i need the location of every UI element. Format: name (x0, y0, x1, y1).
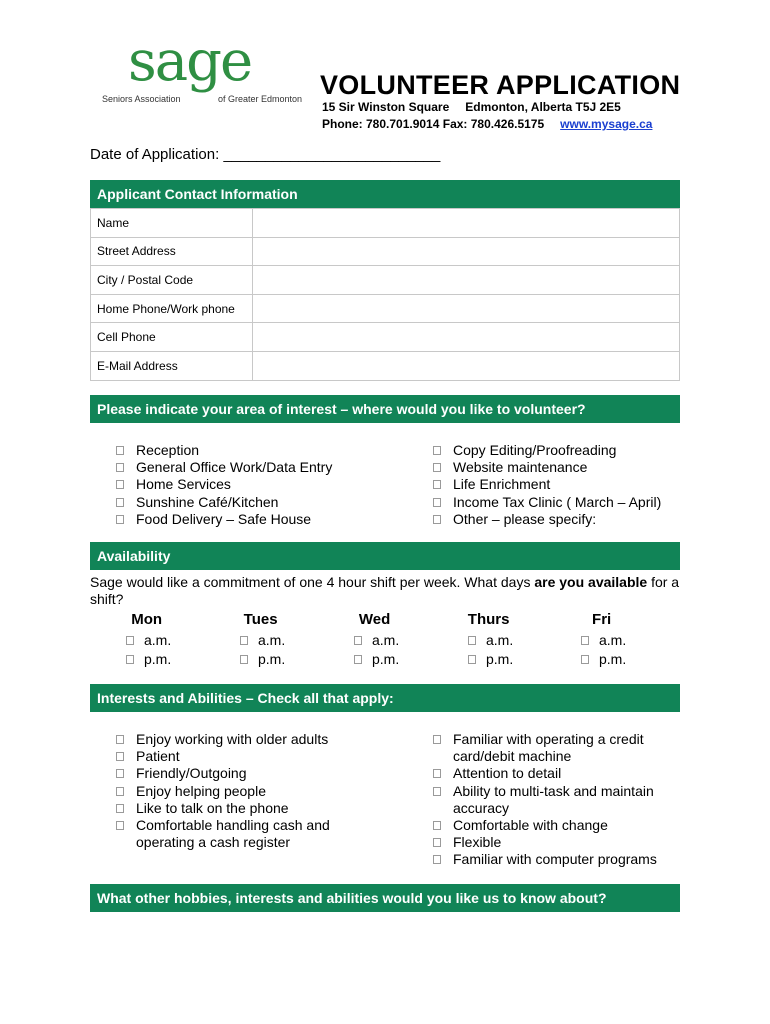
checkbox[interactable] (433, 463, 441, 472)
ability-option-item (116, 800, 346, 817)
checkbox[interactable] (433, 498, 441, 507)
checkbox[interactable] (433, 480, 441, 489)
checkbox[interactable] (240, 636, 248, 645)
interest-option-label: Food Delivery – Safe House (136, 510, 312, 527)
availability-section-heading: Availability (90, 542, 680, 570)
checkbox[interactable] (116, 769, 124, 778)
interest-option-label: Sunshine Café/Kitchen (136, 493, 279, 510)
contact-field-input[interactable] (253, 294, 680, 323)
ability-option-label: Comfortable handling cash and operating a cash register (136, 817, 330, 851)
address-line (322, 100, 621, 114)
day-column (577, 611, 626, 669)
interest-option-item (116, 442, 416, 459)
checkbox[interactable] (433, 821, 441, 830)
logo-subtitle-left: Seniors Association (102, 94, 181, 104)
ability-option-item (433, 851, 673, 868)
contact-row (91, 237, 680, 266)
availability-text-start: Sage would like a commitment of one 4 hour shift per week. What days (90, 574, 535, 590)
contact-row (91, 351, 680, 380)
checkbox[interactable] (433, 787, 441, 796)
slot-label: p.m. (144, 651, 172, 667)
date-blank-field[interactable]: __________________________ (223, 146, 441, 163)
ability-option-label: Flexible (453, 834, 502, 851)
interest-option-item (433, 459, 683, 476)
contact-field-input[interactable] (253, 266, 680, 295)
checkbox[interactable] (116, 735, 124, 744)
contact-line (322, 117, 652, 131)
slot-label: a.m. (599, 632, 627, 648)
slot-label: p.m. (486, 651, 514, 667)
day-heading: Fri (592, 611, 612, 628)
interest-option-item (433, 511, 683, 528)
checkbox[interactable] (116, 480, 124, 489)
contact-field-label: City / Postal Code (91, 266, 253, 295)
checkbox[interactable] (240, 655, 248, 664)
checkbox[interactable] (116, 804, 124, 813)
contact-section-heading: Applicant Contact Information (90, 180, 680, 208)
ability-option-item (116, 748, 346, 765)
contact-row (91, 294, 680, 323)
ability-option-label: Friendly/Outgoing (136, 765, 247, 782)
contact-field-input[interactable] (253, 209, 680, 238)
checkbox[interactable] (116, 752, 124, 761)
day-slot-am (464, 631, 513, 650)
contact-field-label: Name (91, 209, 253, 238)
slot-label: a.m. (258, 632, 286, 648)
day-slot-pm (577, 650, 626, 669)
street-address: 15 Sir Winston Square (322, 100, 450, 114)
abilities-list-left (116, 731, 346, 851)
contact-field-input[interactable] (253, 237, 680, 266)
day-column (350, 611, 399, 669)
interest-option-label: Website maintenance (453, 459, 588, 476)
checkbox[interactable] (433, 855, 441, 864)
page-title: VOLUNTEER APPLICATION (320, 70, 681, 100)
checkbox[interactable] (116, 787, 124, 796)
interest-option-label: Home Services (136, 476, 231, 493)
interest-option-item (116, 494, 416, 511)
interest-option-label: Life Enrichment (453, 476, 551, 493)
ability-option-label: Enjoy helping people (136, 782, 266, 799)
checkbox[interactable] (116, 463, 124, 472)
checkbox[interactable] (126, 636, 134, 645)
ability-option-label: Ability to multi-task and maintain accuracy (453, 782, 654, 816)
day-heading: Tues (243, 611, 278, 628)
abilities-list-right (433, 731, 673, 869)
website-link[interactable]: www.mysage.ca (560, 117, 653, 131)
checkbox[interactable] (433, 446, 441, 455)
checkbox[interactable] (468, 655, 476, 664)
interest-option-label: Income Tax Clinic ( March – April) (453, 493, 662, 510)
ability-option-label: Enjoy working with older adults (136, 731, 329, 747)
day-slot-pm (350, 650, 399, 669)
checkbox[interactable] (354, 655, 362, 664)
logo-wordmark: sage (128, 29, 252, 94)
contact-field-label: Street Address (91, 237, 253, 266)
ability-option-item (433, 834, 673, 851)
checkbox[interactable] (433, 769, 441, 778)
contact-field-input[interactable] (253, 323, 680, 352)
checkbox[interactable] (116, 821, 124, 830)
day-heading: Wed (358, 611, 391, 628)
contact-field-input[interactable] (253, 351, 680, 380)
hobbies-section-heading: What other hobbies, interests and abilities would you like us to know about? (90, 884, 680, 912)
checkbox[interactable] (581, 636, 589, 645)
ability-option-item (116, 731, 346, 748)
slot-label: p.m. (372, 651, 400, 667)
interest-option-label: Copy Editing/Proofreading (453, 442, 617, 458)
day-column (236, 611, 285, 669)
checkbox[interactable] (126, 655, 134, 664)
interest-option-item (433, 494, 683, 511)
ability-option-item (433, 765, 673, 782)
contact-row (91, 266, 680, 295)
contact-field-label: Home Phone/Work phone (91, 294, 253, 323)
day-slot-am (122, 631, 171, 650)
sage-logo (100, 29, 303, 110)
slot-label: a.m. (486, 632, 514, 648)
ability-option-label: Familiar with operating a credit card/debit machine (453, 731, 644, 765)
day-slot-am (350, 631, 399, 650)
contact-row (91, 209, 680, 238)
checkbox[interactable] (116, 498, 124, 507)
ability-option-item (433, 817, 673, 834)
day-column (122, 611, 171, 669)
checkbox[interactable] (116, 446, 124, 455)
availability-text-end: for a shift? (90, 574, 680, 607)
ability-option-item (116, 817, 346, 851)
interest-option-item (433, 442, 683, 459)
availability-description (90, 574, 682, 607)
checkbox[interactable] (433, 838, 441, 847)
interest-option-label: General Office Work/Data Entry (136, 459, 333, 476)
contact-field-label: Cell Phone (91, 323, 253, 352)
day-heading: Mon (131, 611, 163, 628)
ability-option-item (116, 783, 346, 800)
day-heading: Thurs (467, 611, 510, 628)
slot-label: p.m. (258, 651, 286, 667)
checkbox[interactable] (354, 636, 362, 645)
interest-option-label: Other – please specify: (453, 510, 597, 527)
interest-list-right (433, 442, 683, 528)
ability-option-label: Comfortable with change (453, 817, 608, 834)
city-address: Edmonton, Alberta T5J 2E5 (465, 100, 621, 114)
phone-fax: Phone: 780.701.9014 Fax: 780.426.5175 (322, 117, 545, 131)
checkbox[interactable] (433, 515, 441, 524)
logo-subtitle-right: of Greater Edmonton (218, 94, 303, 104)
ability-option-label: Like to talk on the phone (136, 799, 289, 816)
interest-list-left (116, 442, 416, 528)
day-slot-pm (122, 650, 171, 669)
contact-table (90, 208, 680, 381)
day-slot-am (236, 631, 285, 650)
ability-option-label: Patient (136, 748, 180, 765)
checkbox[interactable] (468, 636, 476, 645)
slot-label: a.m. (372, 632, 400, 648)
checkbox[interactable] (433, 735, 441, 744)
contact-row (91, 323, 680, 352)
day-column (464, 611, 513, 669)
checkbox[interactable] (581, 655, 589, 664)
interest-option-item (116, 459, 416, 476)
abilities-section-heading: Interests and Abilities – Check all that apply: (90, 684, 680, 712)
day-slot-am (577, 631, 626, 650)
contact-field-label: E-Mail Address (91, 351, 253, 380)
day-slot-pm (236, 650, 285, 669)
date-of-application (90, 146, 440, 163)
ability-option-item (116, 765, 346, 782)
interest-option-item (433, 476, 683, 493)
interest-option-item (116, 511, 416, 528)
checkbox[interactable] (116, 515, 124, 524)
interest-option-label: Reception (136, 442, 200, 458)
day-slot-pm (464, 650, 513, 669)
date-label: Date of Application: (90, 146, 220, 163)
interest-section-heading: Please indicate your area of interest – where would you like to volunteer? (90, 395, 680, 423)
ability-option-label: Familiar with computer programs (453, 851, 657, 868)
availability-text-bold: are you available (534, 574, 648, 590)
ability-option-label: Attention to detail (453, 765, 562, 782)
slot-label: a.m. (144, 632, 172, 648)
interest-option-item (116, 476, 416, 493)
ability-option-item (433, 783, 673, 817)
slot-label: p.m. (599, 651, 627, 667)
ability-option-item (433, 731, 673, 765)
